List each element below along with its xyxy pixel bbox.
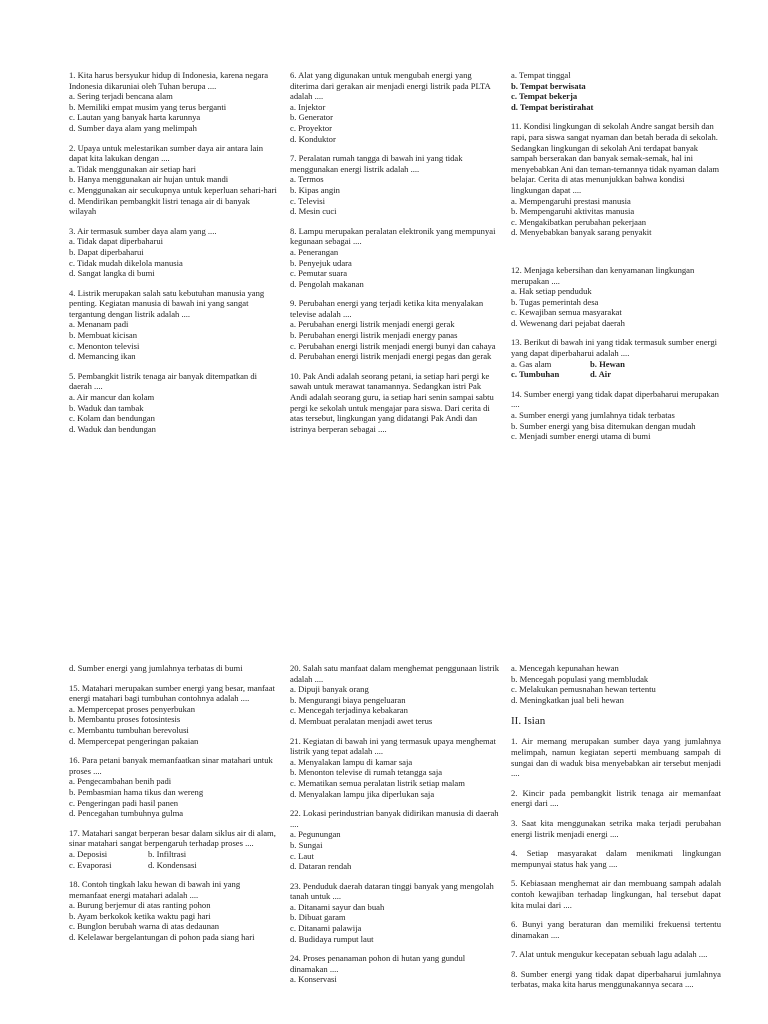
option: b. Membantu proses fotosintesis <box>69 714 181 725</box>
question-text: 16. Para petani banyak memanfaatkan sinar matahari untuk proses .... <box>69 755 273 776</box>
option: c. Kolam dan bendungan <box>69 413 155 424</box>
option: c. Evaporasi <box>69 859 112 870</box>
option: a. Tempat tinggal <box>511 70 571 80</box>
question-9 <box>290 298 500 362</box>
option: a. Termos <box>290 174 324 185</box>
option: c. Membantu tumbuhan berevolusi <box>69 724 189 735</box>
option: c. Menonton televisi <box>69 340 140 351</box>
option: c. Tumbuhan <box>511 369 560 380</box>
option: a. Injektor <box>290 101 326 112</box>
question-text: 9. Perubahan energi yang terjadi ketika kita menyalakan televise adalah .... <box>290 298 484 319</box>
spacer <box>511 247 721 265</box>
option: b. Menonton televise di rumah tetangga saja <box>290 767 443 778</box>
option: b. Sumber energi yang bisa ditemukan dengan mudah <box>511 420 696 431</box>
question-11 <box>511 121 721 238</box>
question-10-options <box>511 70 721 112</box>
question-text: 20. Salah satu manfaat dalam menghemat penggunaan listrik adalah .... <box>290 663 500 684</box>
question-text: 17. Matahari sangat berperan besar dalam siklus air di alam, sinar matahari sangat berpengaruh terhadap proses .... <box>69 827 276 849</box>
option: c. Ditanami palawija <box>290 923 362 934</box>
option: a. Burung berjemur di atas ranting pohon <box>69 900 211 911</box>
bottom-column-1 <box>69 663 279 952</box>
question-18 <box>69 879 279 943</box>
option: b. Mempengaruhi aktivitas manusia <box>511 206 635 217</box>
option: d. Pencegahan tumbuhnya gulma <box>69 808 184 819</box>
bottom-column-3 <box>511 663 721 999</box>
option: a. Menyalakan lampu di kamar saja <box>290 756 413 767</box>
top-column-3 <box>511 70 721 451</box>
essay-8: 8. Sumber energi yang tidak dapat diperbaharui jumlahnya terbatas, maka kita harus menggunakannya secara .... <box>511 968 721 990</box>
option: d. Perubahan energi listrik menjadi energi pegas dan gerak <box>290 351 492 362</box>
question-1 <box>69 70 279 134</box>
option: d. Kelelawar bergelantungan di pohon pada siang hari <box>69 932 255 943</box>
question-text: 12. Menjaga kebersihan dan kenyamanan lingkungan merupakan .... <box>511 264 695 286</box>
option: a. Menanam padi <box>69 319 129 330</box>
option: a. Deposisi <box>69 848 108 859</box>
option: b. Membuat kicisan <box>69 330 138 341</box>
question-10 <box>290 371 500 435</box>
option: c. Proyektor <box>290 122 333 133</box>
question-21 <box>290 736 500 800</box>
top-column-2 <box>290 70 500 443</box>
option: c. Pengeringan padi hasil panen <box>69 797 179 808</box>
option: d. Waduk dan bendungan <box>69 423 156 434</box>
option: a. Pegunungan <box>290 829 341 840</box>
question-text: 22. Lokasi perindustrian banyak didirikan manusia di daerah .... <box>290 808 499 829</box>
option: a. Sumber energi yang jumlahnya tidak terbatas <box>511 410 675 421</box>
option: d. Tempat beristirahat <box>511 101 594 112</box>
question-4 <box>69 288 279 362</box>
question-text: 4. Listrik merupakan salah satu kebutuhan manusia yang penting. Kegiatan manusia di bawah ini yang sangat tergantung dengan listrik adalah .... <box>69 287 265 319</box>
option: a. Ditanami sayur dan buah <box>290 901 385 912</box>
question-text: 1. Kita harus bersyukur hidup di Indonesia, karena negara Indonesia dikaruniai oleh Tuhan berupa .... <box>69 70 269 91</box>
essay-1: 1. Air memang merupakan sumber daya yang jumlahnya melimpah, namun kegiatan seperti membuang sampah di sungai dan di waduk bisa menyebabkan air tersebut menjadi .... <box>511 736 721 779</box>
option: b. Infiltrasi <box>148 848 187 859</box>
top-column-1 <box>69 70 279 443</box>
question-options <box>511 663 721 705</box>
question-text: 14. Sumber energi yang tidak dapat diperbaharui merupakan .... <box>511 388 719 410</box>
question-17 <box>69 828 279 870</box>
option: b. Memiliki empat musim yang terus berganti <box>69 101 227 112</box>
option: b. Perubahan energi listrik menjadi energy panas <box>290 330 458 341</box>
essay-5: 5. Kebiasaan menghemat air dan membuang sampah adalah contoh kewajiban terhadap lingkungan, hal tersebut dapat kita mulai dari .... <box>511 878 721 910</box>
question-8 <box>290 226 500 290</box>
option: d. Membuat peralatan menjadi awet terus <box>290 715 433 726</box>
question-2 <box>69 143 279 217</box>
question-text: 23. Penduduk daerah dataran tinggi banyak yang mengolah tanah untuk .... <box>290 880 494 902</box>
option: b. Waduk dan tambak <box>69 402 144 413</box>
option: d. Sangat langka di bumi <box>69 268 155 279</box>
question-text: 6. Alat yang digunakan untuk mengubah energi yang diterima dari gerakan air menjadi energi listrik pada PLTA adalah .... <box>290 70 491 102</box>
question-24 <box>290 953 500 985</box>
question-text: 10. Pak Andi adalah seorang petani, ia setiap hari pergi ke sawah untuk merawat tanamannya. Sedangkan istri Pak Andi adalah seorang guru, ia setiap hari senin sampai sabtu pergi ke sekolah untuk mengajar para siswa. Dari cerita di atas tersebut, lingkungan yang didatangi Pak Andi dan istrinya berperan sebagai .... <box>290 370 494 434</box>
option: b. Dapat diperbaharui <box>69 246 144 257</box>
option: c. Tempat bekerja <box>511 91 578 102</box>
option: c. Menjadi sumber energi utama di bumi <box>511 431 651 442</box>
question-13 <box>511 337 721 379</box>
option: b. Hanya menggunakan air hujan untuk mandi <box>69 174 229 185</box>
option: d. Mesin cuci <box>290 206 337 217</box>
option: a. Gas alam <box>511 358 552 369</box>
question-3 <box>69 226 279 279</box>
question-text: 3. Air termasuk sumber daya alam yang .... <box>69 225 217 236</box>
option: a. Tidak dapat diperbaharui <box>69 236 164 247</box>
option: c. Laut <box>290 850 314 861</box>
option: b. Mencegah populasi yang membludak <box>511 673 649 684</box>
option: c. Menggunakan air secukupnya untuk keperluan sehari-hari <box>69 184 277 195</box>
option: b. Mengurangi biaya pengeluaran <box>290 694 406 705</box>
question-14-option-d <box>69 663 279 674</box>
essay-2: 2. Kincir pada pembangkit listrik tenaga air memanfaat energi dari .... <box>511 787 721 809</box>
option: d. Pengolah makanan <box>290 278 364 289</box>
essay-3: 3. Saat kita menggunakan setrika maka terjadi perubahan energi listrik menjadi energi .... <box>511 817 721 839</box>
option: c. Mengakibatkan perubahan pekerjaan <box>511 216 647 227</box>
option: a. Tidak menggunakan air setiap hari <box>69 163 196 174</box>
option: c. Lautan yang banyak harta karunnya <box>69 112 201 123</box>
option: a. Sering terjadi bencana alam <box>69 91 173 102</box>
option: c. Tidak mudah dikelola manusia <box>69 257 183 268</box>
option: d. Menyalakan lampu jika diperlukan saja <box>290 788 435 799</box>
option: c. Pemutar suara <box>290 268 348 279</box>
option: d. Budidaya rumput laut <box>290 933 374 944</box>
option: b. Dibuat garam <box>290 912 346 923</box>
option: b. Penyejuk udara <box>290 257 352 268</box>
option: b. Pembasmian hama tikus dan wereng <box>69 786 204 797</box>
question-text: 5. Pembangkit listrik tenaga air banyak ditempatkan di daerah .... <box>69 370 258 392</box>
option: a. Perubahan energi listrik menjadi energi gerak <box>290 319 455 330</box>
question-text: 18. Contoh tingkah laku hewan di bawah ini yang memanfaat energi matahari adalah .... <box>69 879 241 900</box>
option: d. Memancing ikan <box>69 351 136 362</box>
option: a. Hak setiap penduduk <box>511 286 592 297</box>
option: d. Sumber daya alam yang melimpah <box>69 122 197 133</box>
option-row <box>69 860 279 871</box>
option: d. Dataran rendah <box>290 861 352 872</box>
option: c. Mencegah terjadinya kebakaran <box>290 705 408 716</box>
essay-4: 4. Setiap masyarakat dalam menikmati lingkungan mempunyai status hak yang .... <box>511 848 721 869</box>
option: d. Mempercepat pengeringan pakaian <box>69 735 199 746</box>
essay-6: 6. Bunyi yang beraturan dan memiliki frekuensi tertentu dinamakan .... <box>511 919 721 940</box>
option: d. Meningkatkan jual beli hewan <box>511 694 624 705</box>
option: d. Mendirikan pembangkit listri tenaga air di banyak wilayah <box>69 195 250 217</box>
option: b. Hewan <box>590 358 625 369</box>
question-text: 7. Peralatan rumah tangga di bawah ini yang tidak menggunakan energi listrik adalah .... <box>290 153 463 174</box>
option: b. Tempat berwisata <box>511 80 586 91</box>
option: b. Ayam berkokok ketika waktu pagi hari <box>69 910 211 921</box>
option: a. Pengecambahan benih padi <box>69 776 172 787</box>
section-heading: II. Isian <box>511 715 546 728</box>
option: a. Mempengaruhi prestasi manusia <box>511 195 631 206</box>
option: b. Tugas pemerintah desa <box>511 296 599 307</box>
question-22 <box>290 808 500 872</box>
option-row <box>69 849 279 860</box>
question-12 <box>511 265 721 329</box>
option: d. Wewenang dari pejabat daerah <box>511 317 625 328</box>
question-text: 24. Proses penanaman pohon di hutan yang gundul dinamakan .... <box>290 953 466 974</box>
option: c. Melakukan pemusnahan hewan tertentu <box>511 684 656 695</box>
option: b. Generator <box>290 112 333 123</box>
question-text: 11. Kondisi lingkungan di sekolah Andre sangat bersih dan rapi, para siswa sangat nyaman dan betah berada di sekolah. Sedangkan lingkungan di sekolah Ani terdapat banyak sampah berserakan dan banyak semak-semak, hal ini menyebabkan Ani dan teman-temannya tidak nyaman dalam belajar. Cerita di atas menunjukkan bahwa kondisi lingkungan dapat .... <box>511 121 720 195</box>
question-7 <box>290 153 500 217</box>
option: c. Bunglon berubah warna di atas dedaunan <box>69 921 220 932</box>
option: d. Air <box>590 369 612 380</box>
question-text: 13. Berikut di bawah ini yang tidak termasuk sumber energi yang dapat diperbaharui adalah .... <box>511 337 718 359</box>
option-row <box>511 369 721 380</box>
option-row <box>511 359 721 370</box>
bottom-column-2 <box>290 663 500 994</box>
question-6 <box>290 70 500 144</box>
option: b. Kipas angin <box>290 184 340 195</box>
option: d. Kondensasi <box>148 859 197 870</box>
question-5 <box>69 371 279 435</box>
option: a. Dipuji banyak orang <box>290 684 369 695</box>
option: d. Sumber energi yang jumlahnya terbatas di bumi <box>69 663 243 673</box>
option: a. Air mancur dan kolam <box>69 392 155 403</box>
question-text: 15. Matahari merupakan sumber energi yang besar, manfaat energi matahari bagi tumbuhan contohnya adalah .... <box>69 682 275 704</box>
option: b. Sungai <box>290 839 323 850</box>
question-23 <box>290 881 500 945</box>
question-text: 8. Lampu merupakan peralatan elektronik yang mempunyai kegunaan sebagai .... <box>290 225 496 247</box>
question-20 <box>290 663 500 727</box>
option: c. Kewajiban semua masyarakat <box>511 307 622 318</box>
option: a. Mencegah kepunahan hewan <box>511 663 619 673</box>
option: d. Konduktor <box>290 133 336 144</box>
question-15 <box>69 683 279 747</box>
option: a. Penerangan <box>290 246 339 257</box>
question-text: 2. Upaya untuk melestarikan sumber daya air antara lain dapat kita lakukan dengan .... <box>69 142 264 164</box>
question-14 <box>511 389 721 442</box>
option: a. Konservasi <box>290 974 337 985</box>
question-text: 21. Kegiatan di bawah ini yang termasuk upaya menghemat listrik yang tepat adalah .... <box>290 735 496 757</box>
question-16 <box>69 755 279 819</box>
option: c. Mematikan semua peralatan listrik setiap malam <box>290 777 465 788</box>
essay-7: 7. Alat untuk mengukur kecepatan sebuah lagu adalah .... <box>511 949 708 960</box>
option: c. Perubahan energi listrik menjadi energi bunyi dan cahaya <box>290 340 496 351</box>
option: d. Menyebabkan banyak sarang penyakit <box>511 227 652 238</box>
option: c. Televisi <box>290 195 326 206</box>
option: a. Mempercepat proses penyerbukan <box>69 703 195 714</box>
